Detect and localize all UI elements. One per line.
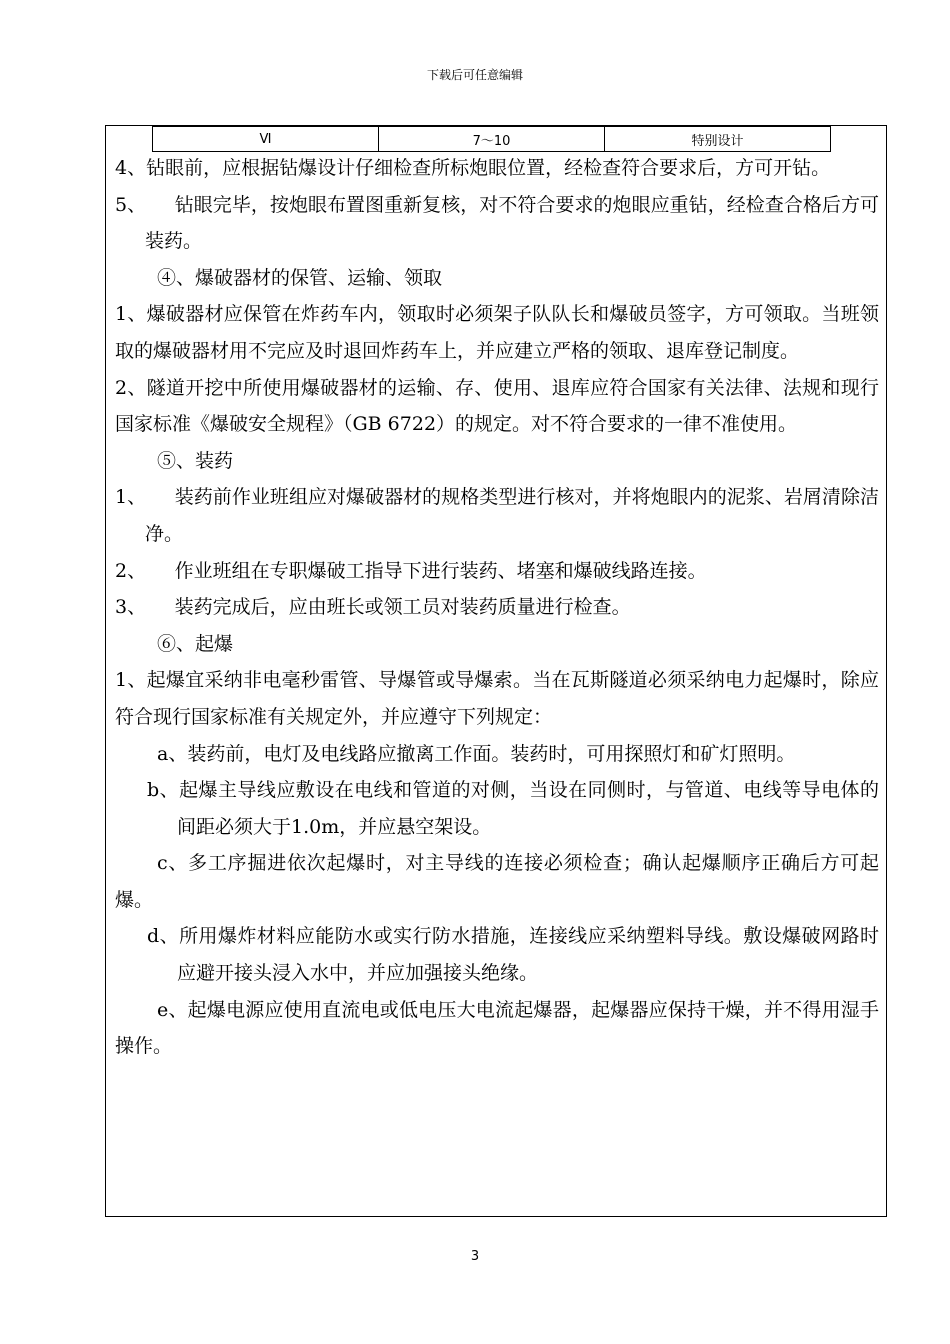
paragraph-charging-2: 2、 作业班组在专职爆破工指导下进行装药、堵塞和爆破线路连接。 [115,559,707,582]
table-cell-range: 7～10 [379,127,605,152]
content-frame [105,125,887,1217]
paragraph-storage-2: 2、隧道开挖中所使用爆破器材的运输、存、使用、退库应符合国家有关法律、法规和现行国家标准《爆破安全规程》（GB 6722）的规定。对不符合要求的一律不准使用。 [115,376,879,436]
paragraph-drill-recheck: 5、 钻眼完毕，按炮眼布置图重新复核，对不符合要求的炮眼应重钻，经检查合格后方可装药。 [115,193,879,253]
rock-grade-table [152,126,831,152]
header-note: 下载后可任意编辑 [426,68,523,82]
table-cell-design: 特别设计 [605,127,831,152]
page-number: 3 [470,1249,480,1264]
section-heading-detonation: ⑥、起爆 [157,632,234,655]
document-body [115,150,879,1065]
paragraph-detonation-e: e、起爆电源应使用直流电或低电压大电流起爆器，起爆器应保持干燥，并不得用湿手操作。 [115,998,879,1058]
paragraph-detonation-a: a、装药前，电灯及电线路应撤离工作面。装药时，可用探照灯和矿灯照明。 [157,742,796,765]
paragraph-storage-1: 1、爆破器材应保管在炸药车内，领取时必须架子队队长和爆破员签字，方可领取。当班领取的爆破器材用不完应及时退回炸药车上，并应建立严格的领取、退库登记制度。 [115,303,879,362]
table-cell-grade: Ⅵ [153,127,379,152]
paragraph-detonation-b: b、起爆主导线应敷设在电线和管道的对侧，当设在同侧时，与管道、电线等导电体的间距必须大于1.0m，并应悬空架设。 [147,779,879,838]
section-heading-storage: ④、爆破器材的保管、运输、领取 [157,266,443,289]
paragraph-charging-1: 1、 装药前作业班组应对爆破器材的规格类型进行核对，并将炮眼内的泥浆、岩屑清除洁净。 [115,486,879,545]
paragraph-charging-3: 3、 装药完成后，应由班长或领工员对装药质量进行检查。 [115,596,631,619]
section-heading-charging: ⑤、装药 [157,449,234,472]
paragraph-detonation-1: 1、起爆宜采纳非电毫秒雷管、导爆管或导爆索。当在瓦斯隧道必须采纳电力起爆时，除应符合现行国家标准有关规定外，并应遵守下列规定： [115,669,879,728]
paragraph-drill-check: 4、钻眼前，应根据钻爆设计仔细检查所标炮眼位置，经检查符合要求后，方可开钻。 [115,157,831,179]
table-row [153,127,831,152]
paragraph-detonation-c: c、多工序掘进依次起爆时，对主导线的连接必须检查；确认起爆顺序正确后方可起爆。 [115,852,879,911]
paragraph-detonation-d: d、所用爆炸材料应能防水或实行防水措施，连接线应采纳塑料导线。敷设爆破网路时应避开接头浸入水中，并应加强接头绝缘。 [147,925,879,985]
